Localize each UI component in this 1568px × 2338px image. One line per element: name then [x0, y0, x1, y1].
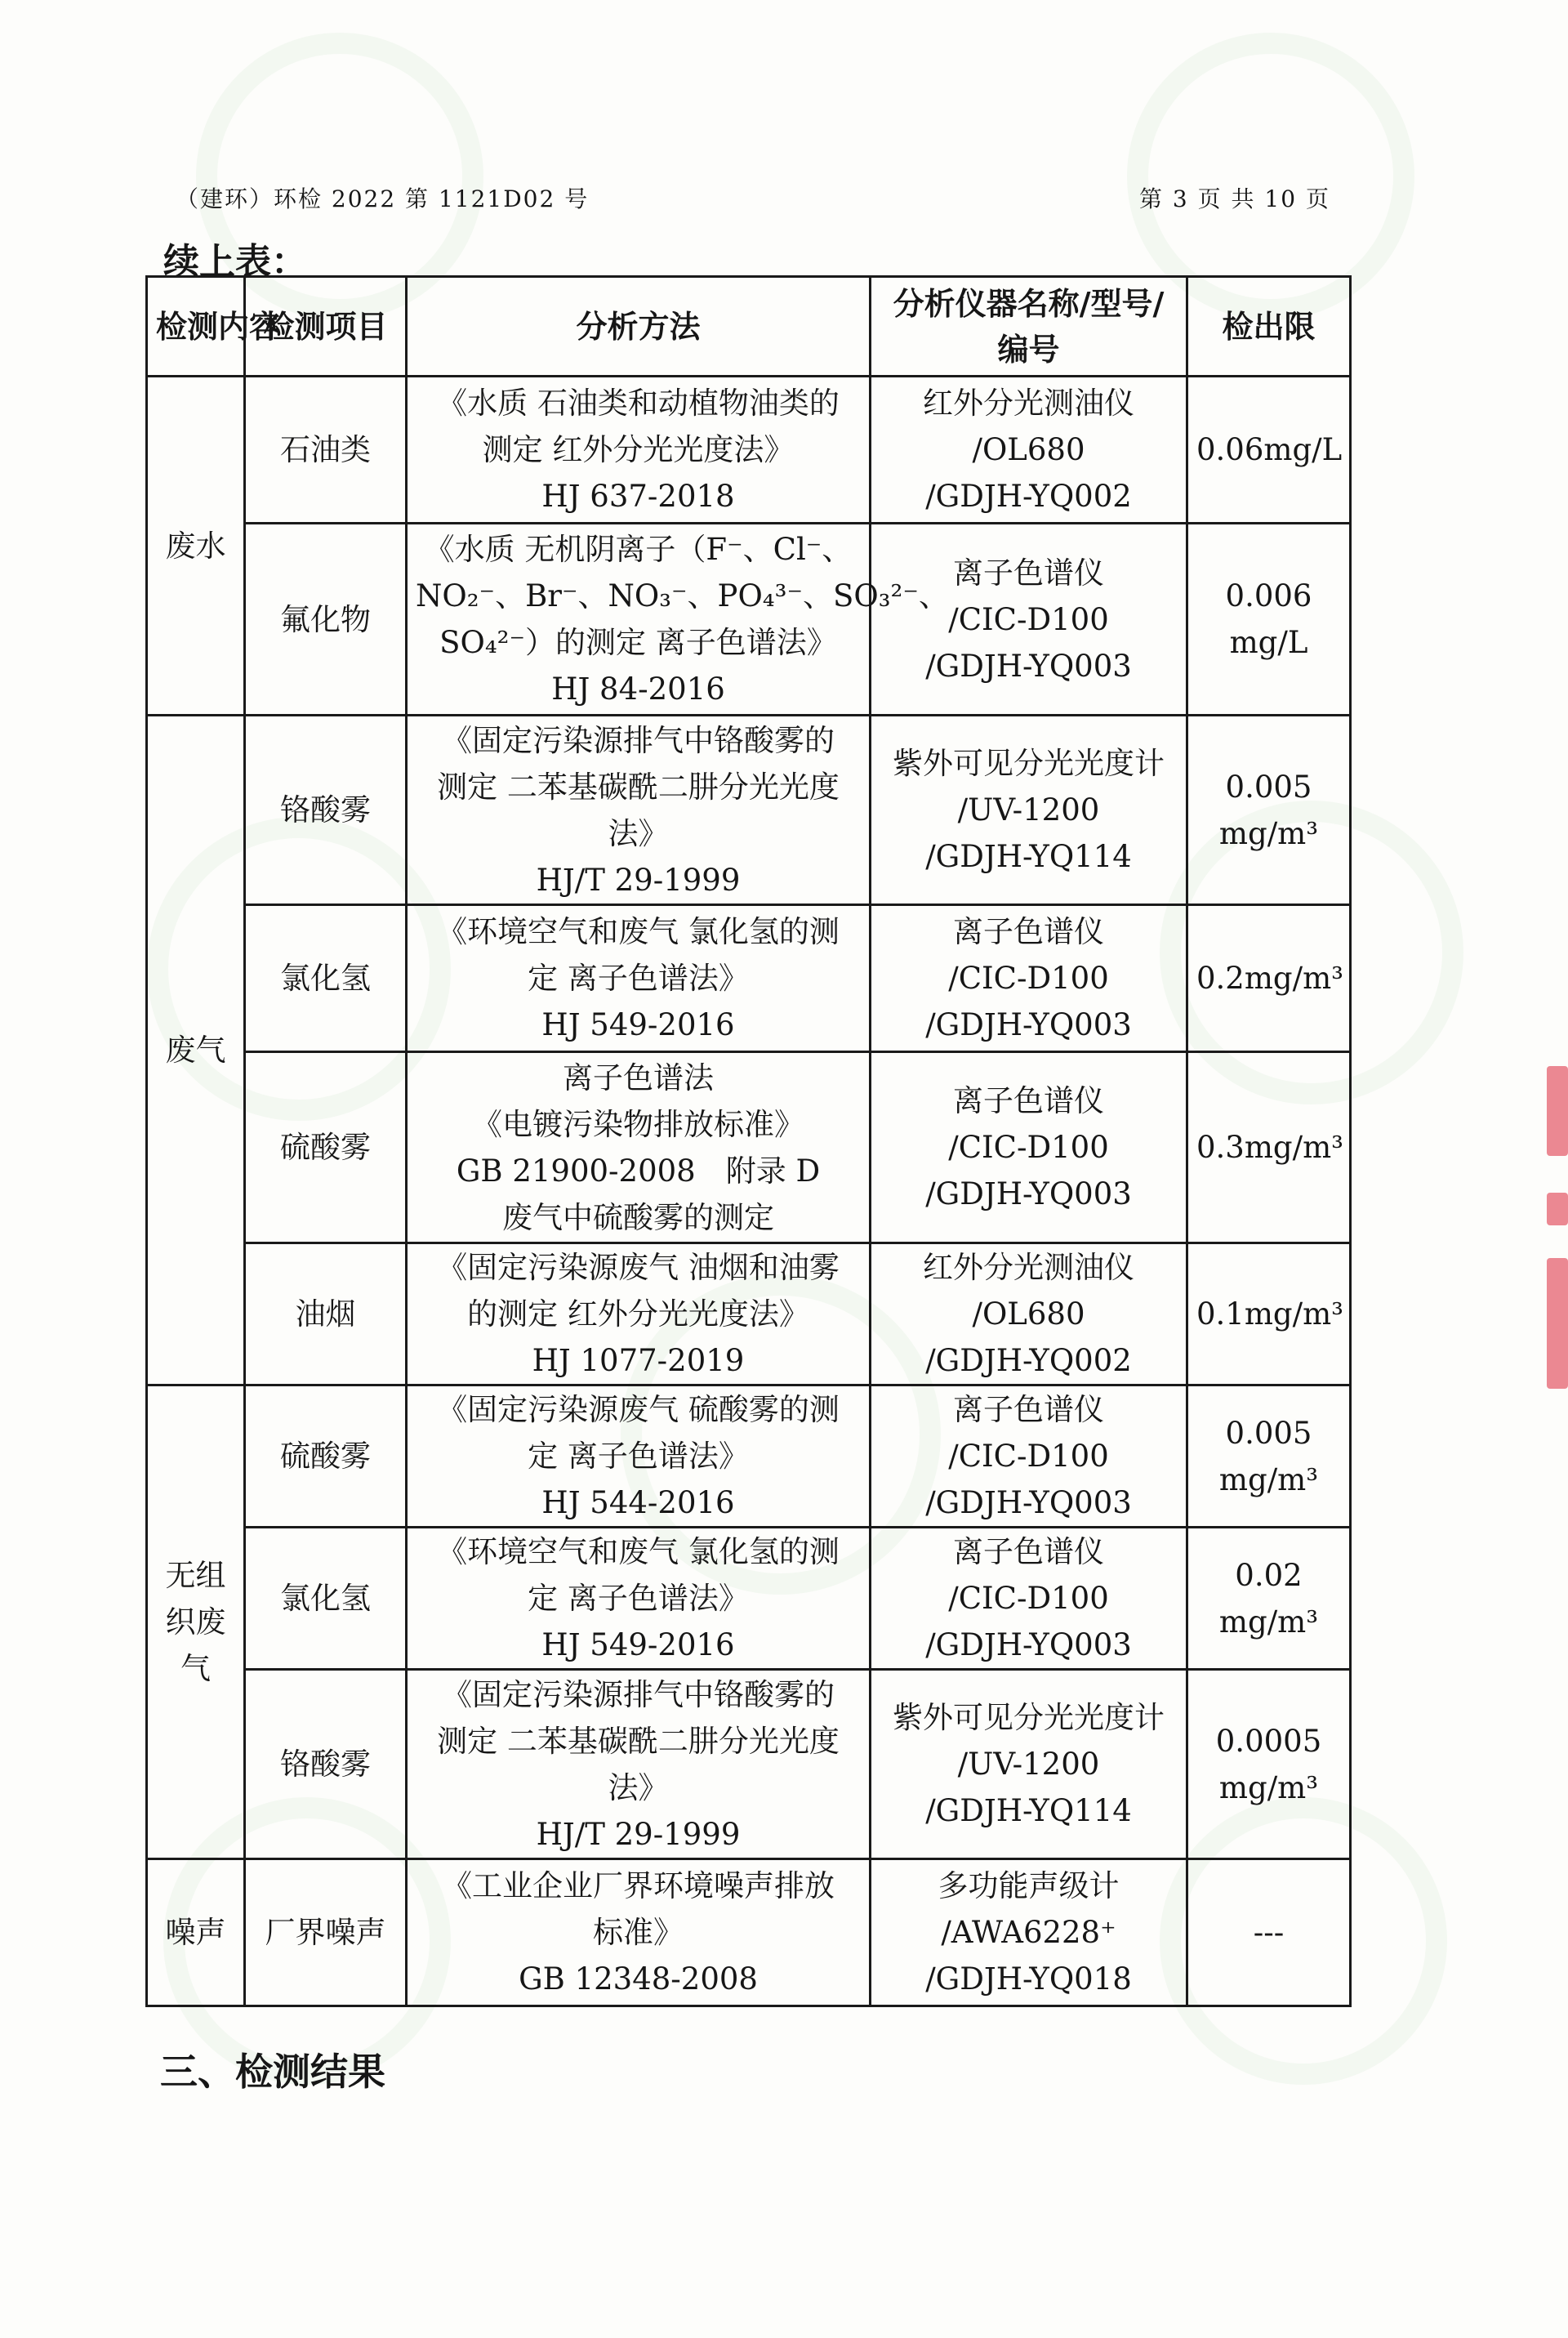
detection-methods-table [145, 275, 1352, 2007]
instrument-cell: 离子色谱仪 /CIC-D100 /GDJH-YQ003 [871, 1052, 1187, 1243]
seal-fragment [1547, 1066, 1568, 1156]
item-cell: 硫酸雾 [245, 1385, 407, 1528]
header-content: 检测内容 [147, 277, 245, 377]
item-cell: 厂界噪声 [245, 1859, 407, 2006]
category-cell: 无组织废气 [147, 1385, 245, 1859]
instrument-cell: 离子色谱仪 /CIC-D100 /GDJH-YQ003 [871, 905, 1187, 1052]
category-cell: 废气 [147, 716, 245, 1385]
method-cell: 《固定污染源废气 硫酸雾的测 定 离子色谱法》 HJ 544-2016 [407, 1385, 871, 1528]
item-cell: 硫酸雾 [245, 1052, 407, 1243]
instrument-cell: 红外分光测油仪 /OL680 /GDJH-YQ002 [871, 1243, 1187, 1385]
continued-table-label: 续上表： [163, 241, 307, 283]
category-cell: 废水 [147, 377, 245, 716]
method-cell: 《环境空气和废气 氯化氢的测 定 离子色谱法》 HJ 549-2016 [407, 905, 871, 1052]
method-cell: 《固定污染源排气中铬酸雾的 测定 二苯基碳酰二肼分光光度 法》 HJ/T 29-1999 [407, 1670, 871, 1859]
limit-cell: 0.0005 mg/m³ [1187, 1670, 1351, 1859]
limit-cell: 0.3mg/m³ [1187, 1052, 1351, 1243]
item-cell: 油烟 [245, 1243, 407, 1385]
item-cell: 石油类 [245, 377, 407, 524]
table-header-row [147, 277, 1351, 377]
item-cell: 氯化氢 [245, 1528, 407, 1670]
document-number: （建环）环检 2022 第 1121D02 号 [176, 185, 590, 212]
method-cell: 《固定污染源排气中铬酸雾的 测定 二苯基碳酰二肼分光光度 法》 HJ/T 29-1999 [407, 716, 871, 905]
table-row [147, 1243, 1351, 1385]
instrument-cell: 离子色谱仪 /CIC-D100 /GDJH-YQ003 [871, 524, 1187, 716]
limit-cell: 0.06mg/L [1187, 377, 1351, 524]
header-instrument: 分析仪器名称/型号/编号 [871, 277, 1187, 377]
table-row [147, 1528, 1351, 1670]
method-cell: 离子色谱法 《电镀污染物排放标准》 GB 21900-2008 附录 D 废气中硫酸雾的测定 [407, 1052, 871, 1243]
method-cell: 《水质 石油类和动植物油类的 测定 红外分光光度法》 HJ 637-2018 [407, 377, 871, 524]
table-row [147, 1859, 1351, 2006]
method-cell: 《环境空气和废气 氯化氢的测 定 离子色谱法》 HJ 549-2016 [407, 1528, 871, 1670]
table-row [147, 1385, 1351, 1528]
category-cell: 噪声 [147, 1859, 245, 2006]
item-cell: 氯化氢 [245, 905, 407, 1052]
page-number: 第 3 页 共 10 页 [1139, 185, 1330, 212]
method-cell: 《固定污染源废气 油烟和油雾 的测定 红外分光光度法》 HJ 1077-2019 [407, 1243, 871, 1385]
instrument-cell: 离子色谱仪 /CIC-D100 /GDJH-YQ003 [871, 1385, 1187, 1528]
limit-cell: 0.1mg/m³ [1187, 1243, 1351, 1385]
instrument-cell: 多功能声级计 /AWA6228⁺ /GDJH-YQ018 [871, 1859, 1187, 2006]
table-row [147, 377, 1351, 524]
item-cell: 氟化物 [245, 524, 407, 716]
limit-cell: 0.006 mg/L [1187, 524, 1351, 716]
seal-fragment [1547, 1193, 1568, 1225]
table-row [147, 1052, 1351, 1243]
method-cell: 《水质 无机阴离子（F⁻、Cl⁻、 NO₂⁻、Br⁻、NO₃⁻、PO₄³⁻、SO₃²⁻、 SO₄²⁻）的测定 离子色谱法》 HJ 84-2016 [407, 524, 871, 716]
item-cell: 铬酸雾 [245, 1670, 407, 1859]
limit-cell: 0.02 mg/m³ [1187, 1528, 1351, 1670]
item-cell: 铬酸雾 [245, 716, 407, 905]
section-title-results: 三、检测结果 [160, 2050, 385, 2094]
instrument-cell: 紫外可见分光光度计 /UV-1200 /GDJH-YQ114 [871, 1670, 1187, 1859]
instrument-cell: 离子色谱仪 /CIC-D100 /GDJH-YQ003 [871, 1528, 1187, 1670]
header-method: 分析方法 [407, 277, 871, 377]
instrument-cell: 紫外可见分光光度计 /UV-1200 /GDJH-YQ114 [871, 716, 1187, 905]
table-row [147, 905, 1351, 1052]
method-cell: 《工业企业厂界环境噪声排放 标准》 GB 12348-2008 [407, 1859, 871, 2006]
table-row [147, 524, 1351, 716]
table-row [147, 1670, 1351, 1859]
limit-cell: --- [1187, 1859, 1351, 2006]
header-limit: 检出限 [1187, 277, 1351, 377]
limit-cell: 0.005 mg/m³ [1187, 1385, 1351, 1528]
seal-fragment [1547, 1258, 1568, 1389]
table-row [147, 716, 1351, 905]
limit-cell: 0.005 mg/m³ [1187, 716, 1351, 905]
header-item: 检测项目 [245, 277, 407, 377]
limit-cell: 0.2mg/m³ [1187, 905, 1351, 1052]
instrument-cell: 红外分光测油仪 /OL680 /GDJH-YQ002 [871, 377, 1187, 524]
